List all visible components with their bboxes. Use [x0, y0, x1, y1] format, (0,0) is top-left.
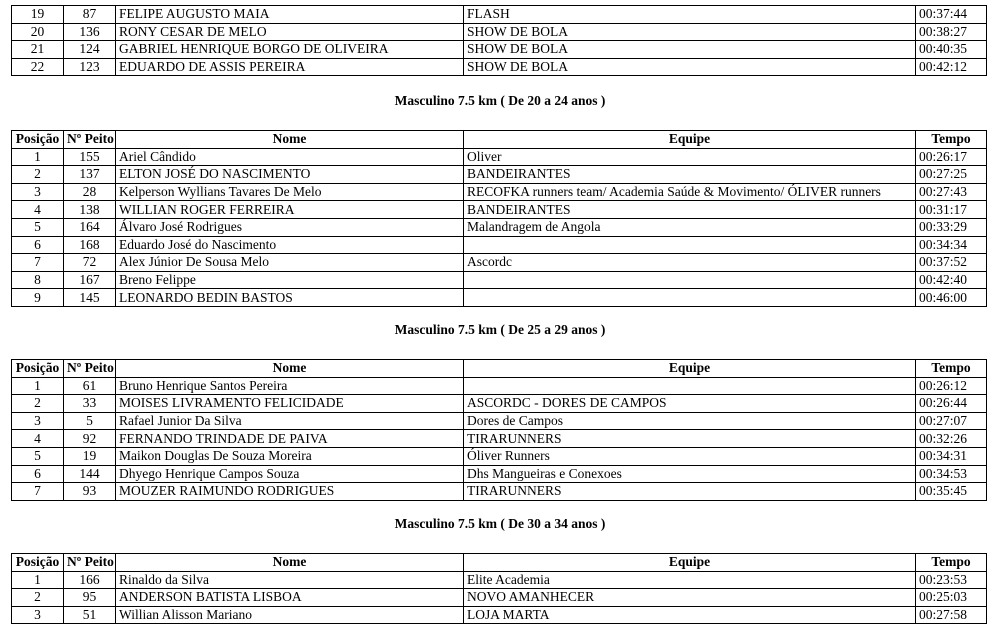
cell-posicao: 3 [12, 412, 64, 430]
cell-equipe: Ascordc [464, 254, 916, 272]
cell-tempo: 00:40:35 [916, 41, 987, 59]
cell-nome: ANDERSON BATISTA LISBOA [116, 589, 464, 607]
cell-tempo: 00:34:53 [916, 465, 987, 483]
cell-tempo: 00:27:07 [916, 412, 987, 430]
cell-equipe: ASCORDC - DORES DE CAMPOS [464, 395, 916, 413]
cell-posicao: 3 [12, 606, 64, 624]
cell-tempo: 00:46:00 [916, 289, 987, 307]
cell-tempo: 00:33:29 [916, 218, 987, 236]
cell-nome: LEONARDO BEDIN BASTOS [116, 289, 464, 307]
cell-peito: 164 [64, 218, 116, 236]
col-header-equipe: Equipe [464, 131, 916, 149]
results-table-25-29 [11, 359, 987, 501]
table-row [12, 447, 987, 465]
table-row [12, 254, 987, 272]
cell-nome: Alex Júnior De Sousa Melo [116, 254, 464, 272]
table-header-row [12, 360, 987, 378]
cell-peito: 145 [64, 289, 116, 307]
cell-tempo: 00:31:17 [916, 201, 987, 219]
cell-posicao: 8 [12, 271, 64, 289]
cell-peito: 87 [64, 6, 116, 24]
cell-equipe [464, 271, 916, 289]
cell-posicao: 3 [12, 183, 64, 201]
cell-posicao: 21 [12, 41, 64, 59]
table-body [12, 6, 987, 76]
table-header-row [12, 131, 987, 149]
col-header-tempo: Tempo [916, 554, 987, 572]
cell-nome: EDUARDO DE ASSIS PEREIRA [116, 58, 464, 76]
col-header-nome: Nome [116, 131, 464, 149]
cell-nome: Willian Alisson Mariano [116, 606, 464, 624]
cell-peito: 138 [64, 201, 116, 219]
table-row [12, 236, 987, 254]
cell-tempo: 00:42:12 [916, 58, 987, 76]
cell-nome: Dhyego Henrique Campos Souza [116, 465, 464, 483]
cell-posicao: 19 [12, 6, 64, 24]
cell-tempo: 00:27:43 [916, 183, 987, 201]
cell-posicao: 2 [12, 166, 64, 184]
cell-posicao: 1 [12, 148, 64, 166]
cell-tempo: 00:34:34 [916, 236, 987, 254]
col-header-peito: Nº Peito [64, 131, 116, 149]
results-table-continued [11, 5, 987, 76]
cell-peito: 136 [64, 23, 116, 41]
col-header-tempo: Tempo [916, 131, 987, 149]
cell-peito: 124 [64, 41, 116, 59]
cell-equipe: SHOW DE BOLA [464, 41, 916, 59]
col-header-posicao: Posição [12, 360, 64, 378]
col-header-equipe: Equipe [464, 554, 916, 572]
cell-peito: 61 [64, 377, 116, 395]
cell-nome: Álvaro José Rodrigues [116, 218, 464, 236]
table-header-row [12, 554, 987, 572]
cell-peito: 166 [64, 571, 116, 589]
cell-tempo: 00:35:45 [916, 483, 987, 501]
table-row [12, 41, 987, 59]
table-row [12, 289, 987, 307]
cell-nome: Kelperson Wyllians Tavares De Melo [116, 183, 464, 201]
col-header-posicao: Posição [12, 131, 64, 149]
table-body [12, 148, 987, 306]
table-body [12, 571, 987, 624]
cell-nome: WILLIAN ROGER FERREIRA [116, 201, 464, 219]
cell-tempo: 00:32:26 [916, 430, 987, 448]
cell-tempo: 00:37:44 [916, 6, 987, 24]
cell-peito: 137 [64, 166, 116, 184]
table-row [12, 589, 987, 607]
cell-peito: 51 [64, 606, 116, 624]
table-row [12, 395, 987, 413]
cell-nome: FERNANDO TRINDADE DE PAIVA [116, 430, 464, 448]
cell-nome: ELTON JOSÉ DO NASCIMENTO [116, 166, 464, 184]
col-header-tempo: Tempo [916, 360, 987, 378]
table-row [12, 465, 987, 483]
table-row [12, 377, 987, 395]
table-row [12, 183, 987, 201]
table-row [12, 430, 987, 448]
cell-peito: 92 [64, 430, 116, 448]
cell-posicao: 9 [12, 289, 64, 307]
table-row [12, 148, 987, 166]
cell-posicao: 7 [12, 483, 64, 501]
cell-equipe: FLASH [464, 6, 916, 24]
cell-posicao: 22 [12, 58, 64, 76]
cell-tempo: 00:25:03 [916, 589, 987, 607]
cell-tempo: 00:34:31 [916, 447, 987, 465]
cell-posicao: 20 [12, 23, 64, 41]
cell-tempo: 00:38:27 [916, 23, 987, 41]
cell-nome: Eduardo José do Nascimento [116, 236, 464, 254]
cell-peito: 72 [64, 254, 116, 272]
cell-posicao: 7 [12, 254, 64, 272]
table-row [12, 201, 987, 219]
cell-equipe: RECOFKA runners team/ Academia Saúde & Movimento/ ÓLIVER runners [464, 183, 916, 201]
table-row [12, 271, 987, 289]
cell-nome: MOUZER RAIMUNDO RODRIGUES [116, 483, 464, 501]
section-title: Masculino 7.5 km ( De 30 a 34 anos ) [394, 516, 606, 531]
cell-nome: Bruno Henrique Santos Pereira [116, 377, 464, 395]
table-body [12, 377, 987, 500]
table-row [12, 58, 987, 76]
cell-tempo: 00:27:58 [916, 606, 987, 624]
table-row [12, 412, 987, 430]
cell-peito: 19 [64, 447, 116, 465]
cell-peito: 155 [64, 148, 116, 166]
cell-posicao: 6 [12, 465, 64, 483]
cell-nome: Maikon Douglas De Souza Moreira [116, 447, 464, 465]
cell-posicao: 2 [12, 395, 64, 413]
col-header-peito: Nº Peito [64, 360, 116, 378]
section-title: Masculino 7.5 km ( De 25 a 29 anos ) [394, 322, 606, 337]
cell-tempo: 00:26:17 [916, 148, 987, 166]
table-row [12, 606, 987, 624]
cell-nome: GABRIEL HENRIQUE BORGO DE OLIVEIRA [116, 41, 464, 59]
table-row [12, 218, 987, 236]
cell-nome: FELIPE AUGUSTO MAIA [116, 6, 464, 24]
cell-equipe: TIRARUNNERS [464, 483, 916, 501]
cell-nome: Rafael Junior Da Silva [116, 412, 464, 430]
cell-posicao: 2 [12, 589, 64, 607]
results-table-20-24 [11, 130, 987, 307]
col-header-posicao: Posição [12, 554, 64, 572]
cell-equipe: SHOW DE BOLA [464, 58, 916, 76]
cell-nome: Rinaldo da Silva [116, 571, 464, 589]
cell-nome: Ariel Cândido [116, 148, 464, 166]
cell-posicao: 4 [12, 430, 64, 448]
cell-equipe: SHOW DE BOLA [464, 23, 916, 41]
cell-tempo: 00:42:40 [916, 271, 987, 289]
cell-tempo: 00:37:52 [916, 254, 987, 272]
cell-posicao: 6 [12, 236, 64, 254]
cell-equipe: NOVO AMANHECER [464, 589, 916, 607]
cell-peito: 28 [64, 183, 116, 201]
cell-equipe: Dhs Mangueiras e Conexoes [464, 465, 916, 483]
col-header-nome: Nome [116, 360, 464, 378]
cell-equipe: Óliver Runners [464, 447, 916, 465]
results-table-30-34 [11, 553, 987, 624]
cell-nome: MOISES LIVRAMENTO FELICIDADE [116, 395, 464, 413]
cell-peito: 95 [64, 589, 116, 607]
table-row [12, 571, 987, 589]
cell-equipe [464, 289, 916, 307]
cell-peito: 168 [64, 236, 116, 254]
col-header-equipe: Equipe [464, 360, 916, 378]
cell-equipe: Oliver [464, 148, 916, 166]
cell-equipe: TIRARUNNERS [464, 430, 916, 448]
cell-posicao: 4 [12, 201, 64, 219]
cell-tempo: 00:26:12 [916, 377, 987, 395]
cell-tempo: 00:23:53 [916, 571, 987, 589]
cell-equipe: Malandragem de Angola [464, 218, 916, 236]
cell-posicao: 5 [12, 218, 64, 236]
cell-nome: Breno Felippe [116, 271, 464, 289]
cell-peito: 123 [64, 58, 116, 76]
cell-equipe: BANDEIRANTES [464, 201, 916, 219]
cell-peito: 33 [64, 395, 116, 413]
cell-posicao: 1 [12, 571, 64, 589]
cell-equipe: Elite Academia [464, 571, 916, 589]
cell-equipe [464, 236, 916, 254]
cell-posicao: 1 [12, 377, 64, 395]
section-title: Masculino 7.5 km ( De 20 a 24 anos ) [394, 93, 606, 108]
cell-peito: 93 [64, 483, 116, 501]
cell-equipe [464, 377, 916, 395]
cell-equipe: Dores de Campos [464, 412, 916, 430]
cell-posicao: 5 [12, 447, 64, 465]
cell-equipe: BANDEIRANTES [464, 166, 916, 184]
cell-peito: 167 [64, 271, 116, 289]
table-row [12, 23, 987, 41]
cell-tempo: 00:27:25 [916, 166, 987, 184]
col-header-peito: Nº Peito [64, 554, 116, 572]
table-row [12, 483, 987, 501]
cell-nome: RONY CESAR DE MELO [116, 23, 464, 41]
cell-tempo: 00:26:44 [916, 395, 987, 413]
table-row [12, 6, 987, 24]
cell-peito: 5 [64, 412, 116, 430]
col-header-nome: Nome [116, 554, 464, 572]
cell-peito: 144 [64, 465, 116, 483]
cell-equipe: LOJA MARTA [464, 606, 916, 624]
table-row [12, 166, 987, 184]
